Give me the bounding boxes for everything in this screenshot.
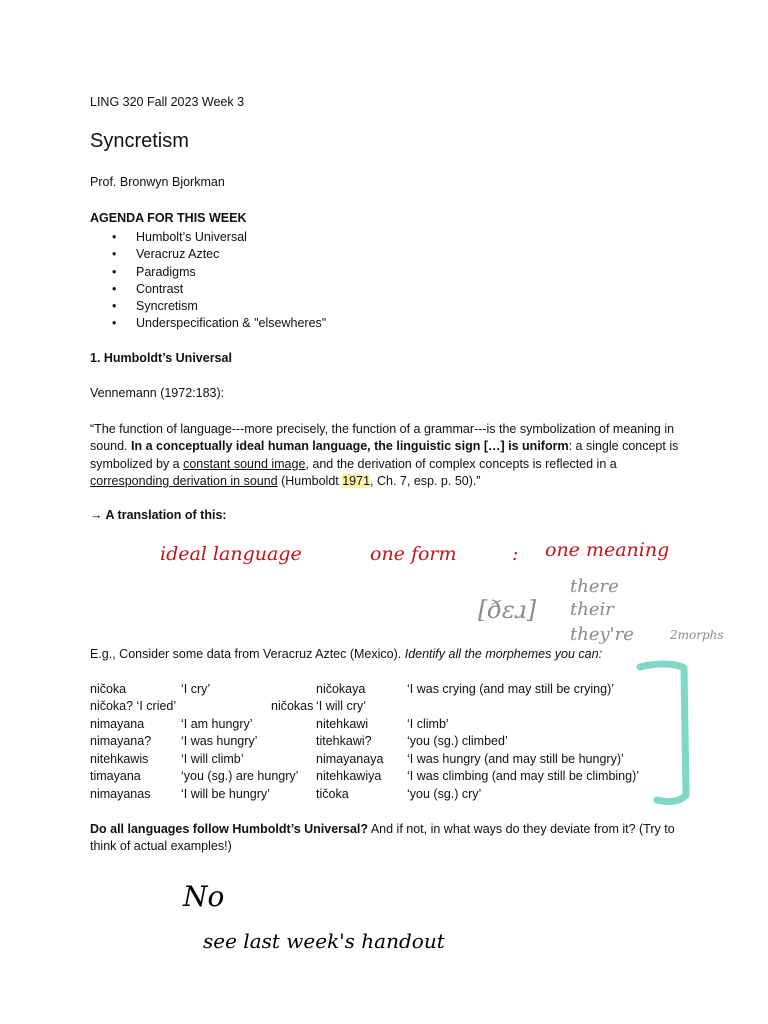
question-bold: Do all languages follow Humboldt’s Universal? <box>90 822 369 836</box>
table-cell: ‘I was hungry (and may still be hungry)’ <box>407 752 624 766</box>
table-cell: nitehkawis <box>90 752 149 766</box>
agenda-list <box>112 229 326 333</box>
table-cell: ničokaya <box>316 682 366 696</box>
hand-no: No <box>183 880 225 913</box>
hand-ipa: [ðɛɹ] <box>478 596 537 624</box>
hand-colon: : <box>512 543 519 565</box>
quote-text: : a single concept is symbolized by a <box>90 439 679 471</box>
hand-2morphs: 2morphs <box>670 628 724 642</box>
agenda-item: • Veracruz Aztec <box>112 246 326 263</box>
discussion-question <box>90 821 690 856</box>
quote-text: (Humboldt <box>277 474 343 489</box>
table-cell: nitehkawi <box>316 717 369 731</box>
table-cell: nimayana <box>90 717 145 731</box>
translation-label: → A translation of this: <box>90 508 227 522</box>
question-text: And if not, in what ways do they deviate from it? (Try to think of actual examples!) <box>90 822 675 854</box>
table-cell: nimayanas <box>90 787 151 801</box>
quote-paragraph <box>90 421 690 491</box>
table-cell: nimayanaya <box>316 752 384 766</box>
table-cell: ‘I cry’ <box>181 682 211 696</box>
example-intro <box>90 647 602 661</box>
table-cell: ‘I was crying (and may still be crying)’ <box>407 682 615 696</box>
agenda-item: • Paradigms <box>112 264 326 281</box>
table-cell: ničokas <box>271 699 314 713</box>
quote-text: , Ch. 7, esp. p. 50).” <box>370 474 481 489</box>
table-cell: ‘I climb’ <box>407 717 449 731</box>
section-heading: 1. Humboldt’s Universal <box>90 351 232 365</box>
quote-text: “The function of language---more precisely, the function of a grammar---is the symbolization of meaning in sound. <box>90 422 675 454</box>
highlighted-year: 1971 <box>342 474 371 489</box>
page-title: Syncretism <box>90 130 189 152</box>
hand-one-meaning: one meaning <box>545 539 670 561</box>
table-cell: ‘you (sg.) cry’ <box>407 787 482 801</box>
professor-name: Prof. Bronwyn Bjorkman <box>90 175 225 189</box>
table-cell: ničoka? ‘I cried’ <box>90 699 177 713</box>
hand-there: there <box>570 576 619 597</box>
table-cell: ‘I will cry’ <box>316 699 366 713</box>
agenda-item: • Contrast <box>112 281 326 298</box>
table-cell: ‘I was climbing (and may still be climbing)’ <box>407 769 640 783</box>
example-instruction: Identify all the morphemes you can: <box>404 647 603 661</box>
table-cell: nimayana? <box>90 734 152 748</box>
hand-one-form: one form <box>370 543 457 565</box>
hand-ideal-language: ideal language <box>160 543 302 565</box>
table-cell: timayana <box>90 769 141 783</box>
course-line: LING 320 Fall 2023 Week 3 <box>90 95 245 109</box>
agenda-item: • Underspecification & "elsewheres" <box>112 315 326 332</box>
table-cell: titehkawi? <box>316 734 372 748</box>
table-cell: ‘I will be hungry’ <box>181 787 270 801</box>
quote-underline: corresponding derivation in sound <box>90 474 278 489</box>
hand-their: their <box>570 599 614 620</box>
agenda-item: • Syncretism <box>112 298 326 315</box>
table-cell: nitehkawiya <box>316 769 382 783</box>
table-cell: ‘I am hungry’ <box>181 717 253 731</box>
table-cell: ‘I was hungry’ <box>181 734 258 748</box>
quote-underline: constant sound image <box>183 456 306 471</box>
citation: Vennemann (1972:183): <box>90 386 225 400</box>
agenda-item: • Humbolt’s Universal <box>112 229 326 246</box>
hand-see-handout: see last week's handout <box>203 929 445 953</box>
quote-bold: In a conceptually ideal human language, the linguistic sign […] is uniform <box>131 439 569 454</box>
table-cell: ‘I will climb’ <box>181 752 244 766</box>
example-text: E.g., Consider some data from Veracruz Aztec (Mexico). <box>90 647 405 661</box>
agenda-heading: AGENDA FOR THIS WEEK <box>90 211 247 225</box>
hand-theyre: they're <box>570 624 634 645</box>
table-cell: ‘you (sg.) climbed’ <box>407 734 508 748</box>
table-cell: ‘you (sg.) are hungry’ <box>181 769 299 783</box>
table-cell: ničoka <box>90 682 127 696</box>
quote-text: , and the derivation of complex concepts is reflected in a <box>305 456 617 471</box>
table-cell: tičoka <box>316 787 349 801</box>
teal-bracket <box>640 664 686 802</box>
